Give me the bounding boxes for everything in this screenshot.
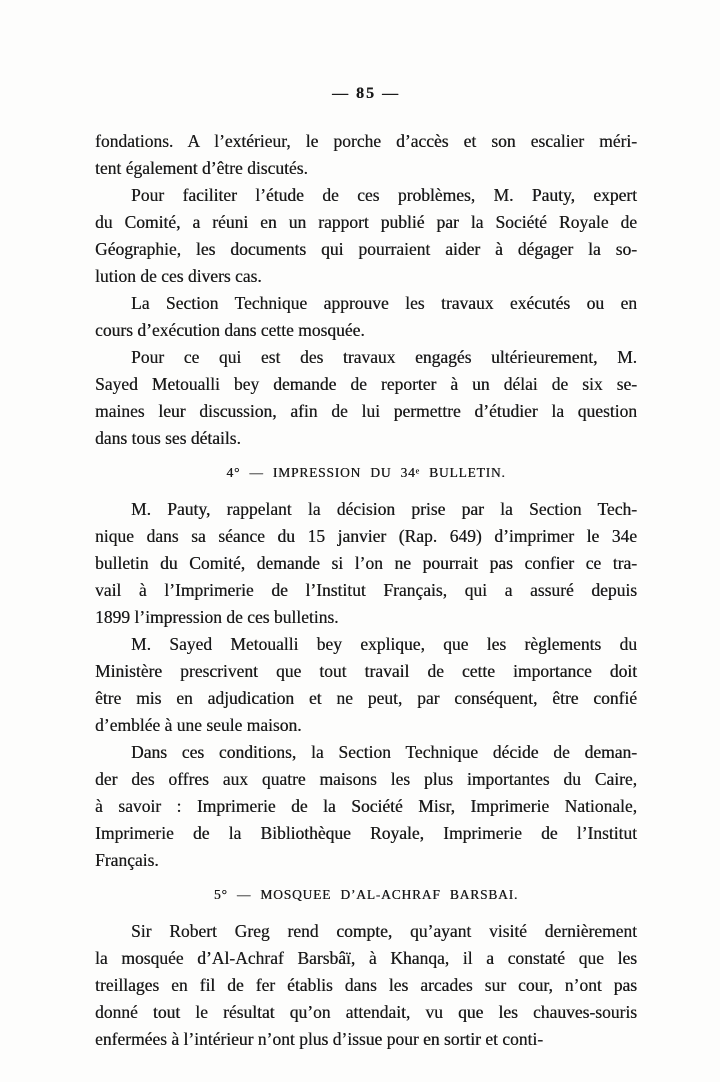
text-line: Ministère prescrivent que tout travail de cette importance doit: [95, 661, 637, 681]
text-line: nique dans sa séance du 15 janvier (Rap. 649) d’imprimer le 34e: [95, 526, 637, 546]
text-line: Sir Robert Greg rend compte, qu’ayant visité dernièrement: [131, 921, 637, 941]
text-line: cours d’exécution dans cette mosquée.: [95, 320, 365, 340]
text-line: la mosquée d’Al-Achraf Barsbâï, à Khanqa, il a constaté que les: [95, 948, 637, 968]
text-line: bulletin du Comité, demande si l’on ne pourrait pas confier ce tra-: [95, 553, 637, 573]
paragraph: [95, 344, 637, 452]
paragraph: [95, 631, 637, 739]
text-line: M. Pauty, rappelant la décision prise par la Section Tech-: [131, 499, 637, 519]
paragraph: [95, 128, 637, 182]
text-line: fondations. A l’extérieur, le porche d’accès et son escalier méri-: [95, 131, 637, 151]
text-line: dans tous ses détails.: [95, 428, 241, 448]
text-line: à savoir : Imprimerie de la Société Misr, Imprimerie Nationale,: [95, 796, 637, 816]
page-content: [95, 128, 637, 1053]
text-line: Pour ce qui est des travaux engagés ultérieurement, M.: [131, 347, 637, 367]
text-line: vail à l’Imprimerie de l’Institut Français, qui a assuré depuis: [95, 580, 637, 600]
text-line: treillages en fil de fer établis dans les arcades sur cour, n’ont pas: [95, 975, 637, 995]
page-number: — 85 —: [332, 85, 400, 102]
paragraph: [95, 918, 637, 1053]
text-line: d’emblée à une seule maison.: [95, 715, 302, 735]
text-line: enfermées à l’intérieur n’ont plus d’issue pour en sortir et conti-: [95, 1029, 544, 1049]
text-line: Sayed Metoualli bey demande de reporter à un délai de six se-: [95, 374, 637, 394]
section-heading: 4° — IMPRESSION DU 34ᵉ BULLETIN.: [226, 465, 506, 480]
paragraph: [95, 496, 637, 631]
section-heading: 5° — MOSQUEE D’AL-ACHRAF BARSBAI.: [213, 887, 519, 902]
text-line: 1899 l’impression de ces bulletins.: [95, 607, 339, 627]
paragraph: [95, 182, 637, 290]
text-line: Dans ces conditions, la Section Technique décide de deman-: [131, 742, 637, 762]
text-line: lution de ces divers cas.: [95, 266, 262, 286]
text-line: du Comité, a réuni en un rapport publié par la Société Royale de: [95, 212, 637, 232]
text-line: M. Sayed Metoualli bey explique, que les règlements du: [131, 634, 637, 654]
text-line: Français.: [95, 850, 159, 870]
text-line: être mis en adjudication et ne peut, par conséquent, être confié: [95, 688, 637, 708]
text-line: La Section Technique approuve les travaux exécutés ou en: [131, 293, 637, 313]
text-line: tent également d’être discutés.: [95, 158, 308, 178]
text-line: Géographie, les documents qui pourraient aider à dégager la so-: [95, 239, 637, 259]
text-line: Imprimerie de la Bibliothèque Royale, Imprimerie de l’Institut: [95, 823, 637, 843]
paragraph: [95, 290, 637, 344]
paragraph: [95, 739, 637, 874]
text-line: der des offres aux quatre maisons les plus importantes du Caire,: [95, 769, 637, 789]
text-line: Pour faciliter l’étude de ces problèmes, M. Pauty, expert: [131, 185, 637, 205]
text-line: maines leur discussion, afin de lui permettre d’étudier la question: [95, 401, 637, 421]
text-line: donné tout le résultat qu’on attendait, vu que les chauves-souris: [95, 1002, 637, 1022]
